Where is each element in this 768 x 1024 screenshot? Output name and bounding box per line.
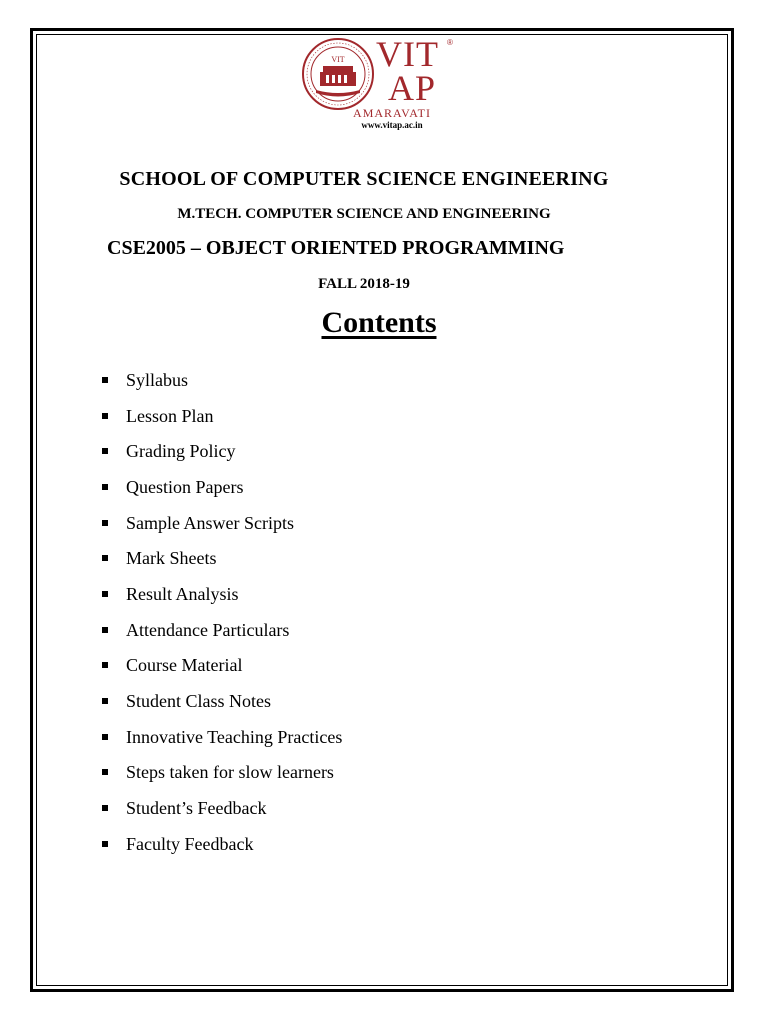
contents-item-sample-answer-scripts bbox=[100, 505, 342, 541]
logo-url: www.vitap.ac.in bbox=[361, 120, 423, 130]
contents-item-label: Grading Policy bbox=[126, 441, 236, 462]
contents-heading: Contents bbox=[321, 306, 437, 339]
contents-item-label: Student Class Notes bbox=[126, 691, 272, 712]
contents-item-attendance-particulars bbox=[100, 612, 342, 648]
contents-item-syllabus bbox=[100, 362, 342, 398]
program-name: M.TECH. COMPUTER SCIENCE AND ENGINEERING bbox=[177, 206, 551, 222]
contents-item-course-material bbox=[100, 648, 342, 684]
contents-item-question-papers bbox=[100, 469, 342, 505]
logo-brand-vit: VIT bbox=[376, 34, 439, 74]
bullet-icon bbox=[102, 769, 108, 775]
school-name: SCHOOL OF COMPUTER SCIENCE ENGINEERING bbox=[119, 168, 609, 190]
contents-item-grading-policy bbox=[100, 433, 342, 469]
bullet-icon bbox=[102, 805, 108, 811]
contents-item-label: Course Material bbox=[126, 655, 243, 676]
bullet-icon bbox=[102, 520, 108, 526]
contents-item-mark-sheets bbox=[100, 540, 342, 576]
svg-text:VIT: VIT bbox=[331, 55, 345, 64]
contents-list bbox=[100, 362, 342, 862]
bullet-icon bbox=[102, 448, 108, 454]
course-title: CSE2005 – OBJECT ORIENTED PROGRAMMING bbox=[107, 237, 565, 259]
vitap-logo bbox=[300, 36, 460, 132]
contents-item-innovative-teaching bbox=[100, 719, 342, 755]
contents-item-label: Sample Answer Scripts bbox=[126, 512, 294, 533]
bullet-icon bbox=[102, 591, 108, 597]
university-seal-icon bbox=[300, 36, 376, 112]
registered-mark: ® bbox=[447, 38, 453, 47]
contents-item-lesson-plan bbox=[100, 398, 342, 434]
contents-item-result-analysis bbox=[100, 576, 342, 612]
contents-item-label: Question Papers bbox=[126, 476, 244, 497]
bullet-icon bbox=[102, 698, 108, 704]
bullet-icon bbox=[102, 627, 108, 633]
contents-item-student-feedback bbox=[100, 790, 342, 826]
contents-item-label: Attendance Particulars bbox=[126, 619, 290, 640]
academic-term: FALL 2018-19 bbox=[318, 276, 410, 292]
bullet-icon bbox=[102, 662, 108, 668]
contents-item-label: Syllabus bbox=[126, 369, 189, 390]
contents-item-label: Steps taken for slow learners bbox=[126, 762, 334, 783]
bullet-icon bbox=[102, 484, 108, 490]
logo-brand-ap: AP bbox=[388, 68, 437, 108]
bullet-icon bbox=[102, 841, 108, 847]
contents-item-faculty-feedback bbox=[100, 826, 342, 862]
bullet-icon bbox=[102, 377, 108, 383]
contents-item-label: Lesson Plan bbox=[126, 405, 214, 426]
contents-item-label: Student’s Feedback bbox=[126, 798, 267, 819]
bullet-icon bbox=[102, 555, 108, 561]
logo-location: AMARAVATI bbox=[353, 106, 431, 120]
bullet-icon bbox=[102, 413, 108, 419]
contents-item-student-class-notes bbox=[100, 683, 342, 719]
contents-item-label: Mark Sheets bbox=[126, 548, 217, 569]
contents-item-slow-learners bbox=[100, 755, 342, 791]
contents-item-label: Faculty Feedback bbox=[126, 833, 254, 854]
contents-item-label: Innovative Teaching Practices bbox=[126, 726, 343, 747]
contents-item-label: Result Analysis bbox=[126, 583, 239, 604]
bullet-icon bbox=[102, 734, 108, 740]
